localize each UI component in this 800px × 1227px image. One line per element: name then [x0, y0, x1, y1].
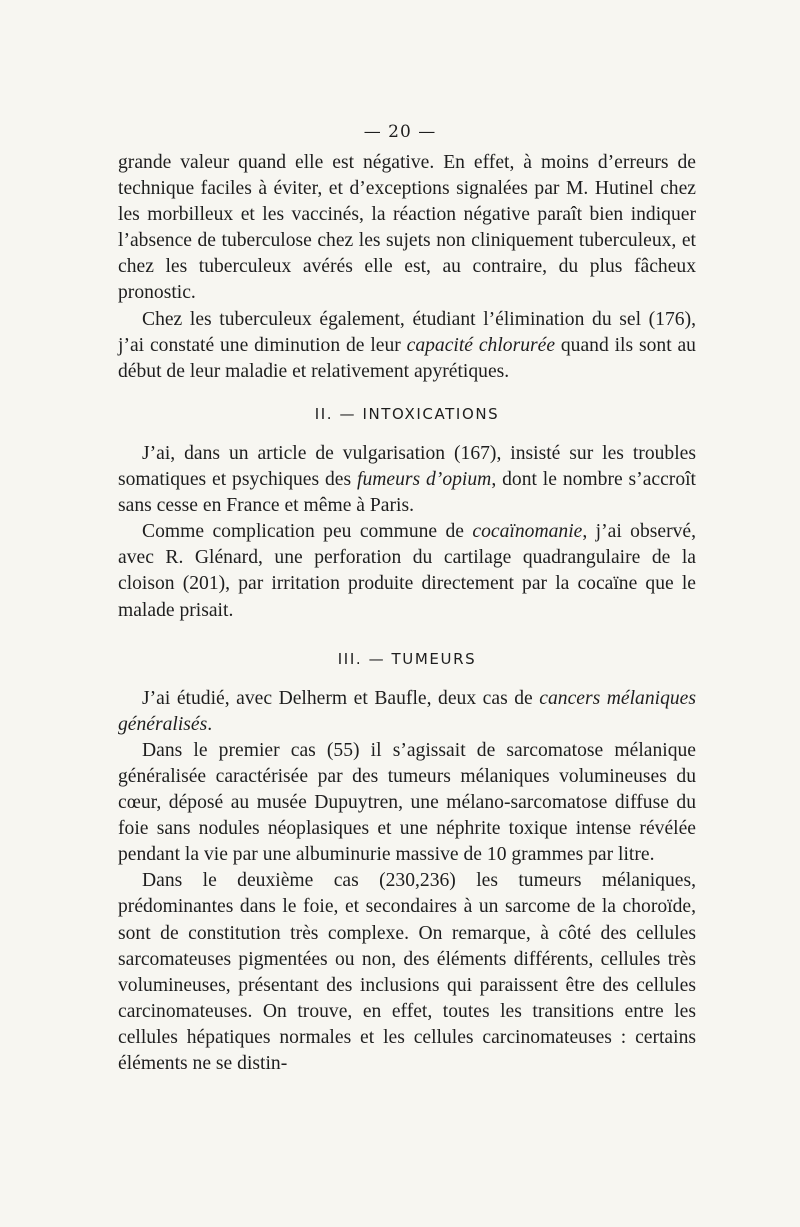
paragraph-text: . [207, 713, 213, 735]
paragraph-text: , j’ai observé, avec R. Glénard, une perforation du cartilage quadrangulaire de la cloison (201), par irritation produite directement par la cocaïne que le malade prisait. [118, 521, 696, 621]
page-number: — 20 — [363, 122, 437, 142]
paragraph-text: quand ils sont au début de leur maladie et relativement apyrétiques. [118, 334, 696, 382]
paragraph-cocainomanie [118, 519, 696, 623]
emphasis-text: capacité chlorurée [406, 334, 556, 356]
page-body [118, 150, 696, 1077]
paragraph-opium [118, 441, 696, 519]
paragraph-text: J’ai, dans un article de vulgarisation (167), insisté sur les troubles somatiques et psychiques des [118, 442, 696, 491]
paragraph-continuation: grande valeur quand elle est négative. En effet, à moins d’erreurs de technique faciles à éviter, et d’exceptions signalées par M. Hutinel chez les morbilleux et les vaccinés, la réaction négative paraît bien indiquer l’absence de tuberculose chez les sujets non cliniquement tuberculeux, et chez les tuberculeux avérés elle est, au contraire, du plus fâcheux pronostic. [118, 152, 696, 304]
paragraph-text: Comme complication peu commune de [142, 521, 473, 543]
emphasis-text: fumeurs d’opium [357, 469, 492, 491]
section-heading-intoxications: II. — INTOXICATIONS [314, 404, 500, 423]
emphasis-text: cancers mélaniques généralisés [118, 687, 697, 735]
paragraph-premier-cas: Dans le premier cas (55) il s’agissait de sarcomatose mélanique généralisée caractérisée par des tumeurs mélaniques volumineuses du cœur, déposé au musée Dupuytren, une mélano-sarcomatose diffuse du foie sans nodules néoplasiques et une néphrite toxique intense révélée pendant la vie par une albuminurie massive de 10 grammes par litre. [118, 739, 696, 866]
emphasis-text: cocaïnomanie [472, 521, 583, 543]
section-heading-tumeurs: III. — TUMEURS [337, 649, 477, 668]
paragraph-cancers [118, 686, 696, 738]
paragraph-text: J’ai étudié, avec Delherm et Baufle, deux cas de [142, 687, 540, 709]
paragraph-tuberculeux [118, 307, 696, 385]
paragraph-text: Chez les tuberculeux également, étudiant l’élimination du sel (176), j’ai constaté une diminution de leur [118, 308, 696, 356]
paragraph-text: , dont le nombre s’accroît sans cesse en France et même à Paris. [118, 469, 696, 517]
paragraph-deuxieme-cas: Dans le deuxième cas (230,236) les tumeurs mélaniques, prédominantes dans le foie, et secondaires à un sarcome de la choroïde, sont de constitution très complexe. On remarque, à côté des cellules sarcomateuses pigmentées ou non, des éléments différents, cellules très volumineuses, présentant des inclusions qui paraissent être des cellules carcinomateuses. On trouve, en effet, toutes les transitions entre les cellules hépatiques normales et les cellules carcinomateuses : certains éléments ne se distin- [118, 870, 696, 1074]
